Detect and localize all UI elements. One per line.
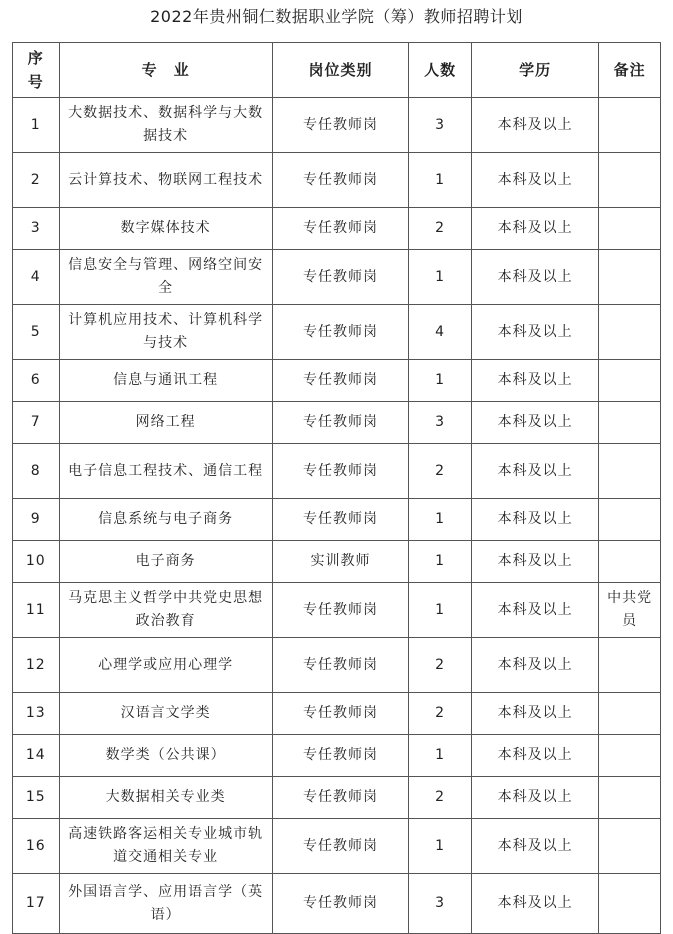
row-number: 5 xyxy=(13,305,60,360)
row-count: 3 xyxy=(409,874,472,934)
row-number: 14 xyxy=(13,735,60,777)
row-education: 本科及以上 xyxy=(471,402,598,444)
table-row xyxy=(13,250,661,305)
row-note xyxy=(599,735,661,777)
row-note xyxy=(599,360,661,402)
row-number: 16 xyxy=(13,819,60,874)
row-position-type: 专任教师岗 xyxy=(272,98,408,153)
table-row xyxy=(13,208,661,250)
row-number: 1 xyxy=(13,98,60,153)
row-major: 马克思主义哲学中共党史思想政治教育 xyxy=(59,583,272,638)
row-education: 本科及以上 xyxy=(471,583,598,638)
table-row xyxy=(13,402,661,444)
row-education: 本科及以上 xyxy=(471,638,598,693)
row-count: 1 xyxy=(409,541,472,583)
row-note xyxy=(599,541,661,583)
row-count: 2 xyxy=(409,777,472,819)
row-number: 9 xyxy=(13,499,60,541)
row-number: 17 xyxy=(13,874,60,934)
row-count: 1 xyxy=(409,360,472,402)
row-major: 数学类（公共课） xyxy=(59,735,272,777)
header-position-type: 岗位类别 xyxy=(272,43,408,98)
row-number: 12 xyxy=(13,638,60,693)
recruitment-table xyxy=(12,42,661,934)
row-major: 信息安全与管理、网络空间安全 xyxy=(59,250,272,305)
row-position-type: 专任教师岗 xyxy=(272,874,408,934)
row-position-type: 专任教师岗 xyxy=(272,402,408,444)
row-position-type: 专任教师岗 xyxy=(272,819,408,874)
row-education: 本科及以上 xyxy=(471,735,598,777)
row-number: 6 xyxy=(13,360,60,402)
row-number: 2 xyxy=(13,153,60,208)
row-major: 电子信息工程技术、通信工程 xyxy=(59,444,272,499)
row-education: 本科及以上 xyxy=(471,444,598,499)
row-education: 本科及以上 xyxy=(471,499,598,541)
table-row xyxy=(13,638,661,693)
row-major: 高速铁路客运相关专业城市轨道交通相关专业 xyxy=(59,819,272,874)
row-major: 数字媒体技术 xyxy=(59,208,272,250)
table-row xyxy=(13,444,661,499)
row-major: 云计算技术、物联网工程技术 xyxy=(59,153,272,208)
row-education: 本科及以上 xyxy=(471,360,598,402)
row-position-type: 专任教师岗 xyxy=(272,735,408,777)
row-note xyxy=(599,98,661,153)
header-number-line1: 序 xyxy=(27,49,44,67)
row-count: 1 xyxy=(409,735,472,777)
header-number xyxy=(13,43,60,98)
row-position-type: 专任教师岗 xyxy=(272,583,408,638)
row-position-type: 专任教师岗 xyxy=(272,153,408,208)
row-major: 汉语言文学类 xyxy=(59,693,272,735)
row-number: 4 xyxy=(13,250,60,305)
table-row xyxy=(13,360,661,402)
row-count: 4 xyxy=(409,305,472,360)
row-number: 13 xyxy=(13,693,60,735)
row-number: 3 xyxy=(13,208,60,250)
row-position-type: 专任教师岗 xyxy=(272,305,408,360)
table-row xyxy=(13,499,661,541)
row-major: 外国语言学、应用语言学（英语） xyxy=(59,874,272,934)
table-row xyxy=(13,153,661,208)
row-note xyxy=(599,250,661,305)
row-note xyxy=(599,874,661,934)
row-education: 本科及以上 xyxy=(471,541,598,583)
table-body xyxy=(13,98,661,934)
row-number: 15 xyxy=(13,777,60,819)
row-number: 8 xyxy=(13,444,60,499)
table-row xyxy=(13,819,661,874)
row-education: 本科及以上 xyxy=(471,250,598,305)
row-number: 7 xyxy=(13,402,60,444)
table-row xyxy=(13,693,661,735)
row-education: 本科及以上 xyxy=(471,208,598,250)
table-row xyxy=(13,305,661,360)
row-note xyxy=(599,208,661,250)
row-education: 本科及以上 xyxy=(471,693,598,735)
row-note xyxy=(599,777,661,819)
row-education: 本科及以上 xyxy=(471,153,598,208)
row-major: 信息与通讯工程 xyxy=(59,360,272,402)
row-count: 3 xyxy=(409,98,472,153)
row-count: 1 xyxy=(409,583,472,638)
row-note xyxy=(599,638,661,693)
row-note xyxy=(599,153,661,208)
row-position-type: 专任教师岗 xyxy=(272,499,408,541)
row-position-type: 专任教师岗 xyxy=(272,693,408,735)
row-major: 大数据相关专业类 xyxy=(59,777,272,819)
header-count: 人数 xyxy=(409,43,472,98)
table-row xyxy=(13,735,661,777)
row-note xyxy=(599,305,661,360)
row-position-type: 专任教师岗 xyxy=(272,777,408,819)
row-education: 本科及以上 xyxy=(471,819,598,874)
row-education: 本科及以上 xyxy=(471,98,598,153)
row-position-type: 专任教师岗 xyxy=(272,360,408,402)
row-position-type: 专任教师岗 xyxy=(272,208,408,250)
row-count: 3 xyxy=(409,402,472,444)
row-major: 信息系统与电子商务 xyxy=(59,499,272,541)
row-position-type: 专任教师岗 xyxy=(272,250,408,305)
row-number: 11 xyxy=(13,583,60,638)
page-title: 2022年贵州铜仁数据职业学院（筹）教师招聘计划 xyxy=(150,7,523,26)
row-position-type: 专任教师岗 xyxy=(272,444,408,499)
table-row xyxy=(13,583,661,638)
row-count: 2 xyxy=(409,208,472,250)
row-number: 10 xyxy=(13,541,60,583)
row-count: 2 xyxy=(409,444,472,499)
row-note xyxy=(599,819,661,874)
header-education: 学历 xyxy=(471,43,598,98)
row-major: 计算机应用技术、计算机科学与技术 xyxy=(59,305,272,360)
row-note xyxy=(599,444,661,499)
row-note xyxy=(599,499,661,541)
row-note xyxy=(599,402,661,444)
table-row xyxy=(13,541,661,583)
table-row xyxy=(13,98,661,153)
header-note: 备注 xyxy=(599,43,661,98)
row-position-type: 专任教师岗 xyxy=(272,638,408,693)
row-count: 1 xyxy=(409,153,472,208)
row-major: 大数据技术、数据科学与大数据技术 xyxy=(59,98,272,153)
row-note xyxy=(599,693,661,735)
row-count: 1 xyxy=(409,250,472,305)
row-position-type: 实训教师 xyxy=(272,541,408,583)
row-major: 心理学或应用心理学 xyxy=(59,638,272,693)
row-education: 本科及以上 xyxy=(471,874,598,934)
table-row xyxy=(13,874,661,934)
row-count: 2 xyxy=(409,693,472,735)
table-header-row xyxy=(13,43,661,98)
row-education: 本科及以上 xyxy=(471,777,598,819)
row-count: 2 xyxy=(409,638,472,693)
row-education: 本科及以上 xyxy=(471,305,598,360)
row-note: 中共党员 xyxy=(599,583,661,638)
table-row xyxy=(13,777,661,819)
header-number-line2: 号 xyxy=(27,73,44,91)
row-major: 电子商务 xyxy=(59,541,272,583)
row-major: 网络工程 xyxy=(59,402,272,444)
header-major: 专 业 xyxy=(59,43,272,98)
row-count: 1 xyxy=(409,819,472,874)
row-count: 1 xyxy=(409,499,472,541)
